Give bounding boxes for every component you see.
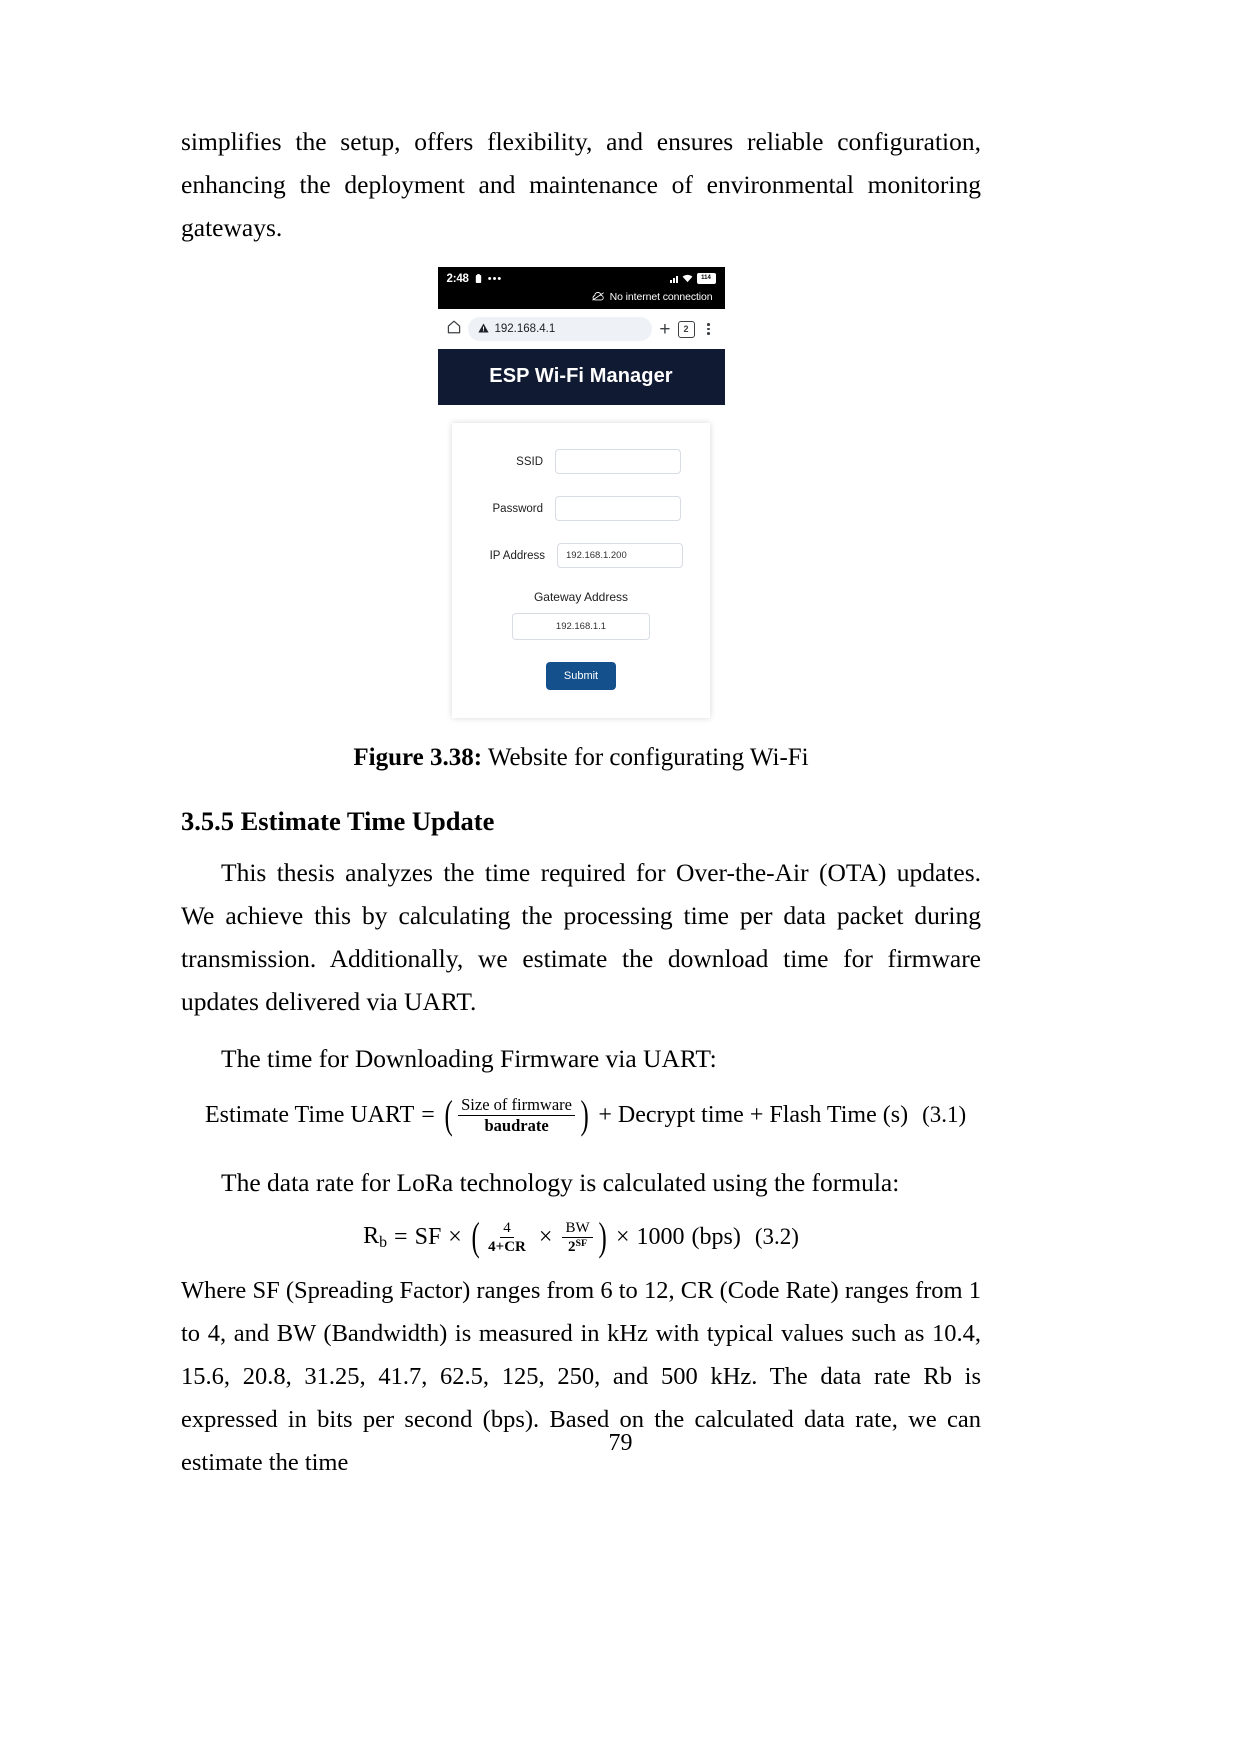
wifi-config-form bbox=[452, 423, 710, 718]
paragraph-lora-rate: The data rate for LoRa technology is calculated using the formula: bbox=[221, 1167, 900, 1197]
gateway-address-input[interactable]: 192.168.1.1 bbox=[512, 613, 650, 640]
eq2-right-paren: ) bbox=[598, 1214, 607, 1260]
password-input[interactable] bbox=[555, 496, 681, 521]
ssid-label: SSID bbox=[516, 455, 543, 468]
spacer bbox=[181, 1023, 981, 1037]
url-text: 192.168.4.1 bbox=[494, 323, 556, 335]
paragraph-intro: simplifies the setup, offers flexibility, and ensures reliable configuration, enhancing the deployment and maintenance of environmental monitoring gateways. bbox=[181, 127, 981, 242]
eq1-fraction-denominator: baudrate bbox=[484, 1115, 549, 1135]
url-bar[interactable] bbox=[468, 317, 653, 341]
eq1-fraction-numerator: Size of firmware bbox=[458, 1096, 575, 1116]
spacer bbox=[181, 1255, 981, 1269]
eq2-times-1: × bbox=[448, 1223, 462, 1250]
wifi-icon bbox=[682, 270, 693, 288]
eq2-frac2-denominator: $2^{SF}$ bbox=[568, 1237, 588, 1255]
figure-3-38 bbox=[181, 267, 981, 718]
warning-triangle-icon bbox=[478, 320, 489, 338]
eq2-times-3: × bbox=[615, 1223, 630, 1250]
eq2-fraction-coderate bbox=[485, 1220, 529, 1255]
gateway-input-wrap bbox=[452, 613, 710, 640]
cloud-off-icon bbox=[592, 292, 604, 301]
eq2-sf: SF bbox=[414, 1223, 442, 1250]
status-more-icon: ••• bbox=[487, 272, 503, 285]
eq2-number: (3.2) bbox=[754, 1224, 799, 1250]
figure-caption bbox=[181, 744, 981, 772]
alarm-icon bbox=[474, 274, 483, 284]
password-label: Password bbox=[492, 502, 543, 515]
eq2-frac1-numerator: 4 bbox=[500, 1220, 514, 1238]
eq1-right-paren: ) bbox=[580, 1092, 589, 1138]
eq1-tail: + Decrypt time + Flash Time (s) bbox=[598, 1101, 909, 1128]
equation-3-1 bbox=[181, 1092, 981, 1138]
spacer bbox=[181, 837, 981, 851]
status-bar-second-row bbox=[438, 288, 725, 307]
page-number: 79 bbox=[608, 1430, 633, 1456]
figure-caption-label: Figure 3.38: bbox=[353, 744, 483, 771]
phone-status-bar bbox=[438, 267, 725, 309]
eq1-equals: = bbox=[421, 1101, 435, 1128]
eq2-fraction-bandwidth bbox=[562, 1220, 592, 1255]
status-bar-top-row bbox=[438, 267, 725, 288]
eq1-number: (3.1) bbox=[922, 1102, 967, 1128]
eq2-frac2-denominator-exponent: SF bbox=[575, 1237, 588, 1249]
section-heading: 3.5.5 Estimate Time Update bbox=[181, 806, 495, 836]
eq2-unit: (bps) bbox=[691, 1223, 741, 1250]
battery-indicator: 114 bbox=[697, 273, 716, 284]
paragraph-ota: This thesis analyzes the time required for Over-the-Air (OTA) updates. We achieve this by calculating the processing time per data packet during transmission. Additionally, we estimate the download time for firmware updates delivered via UART. bbox=[181, 858, 981, 1016]
eq1-fraction bbox=[458, 1096, 575, 1135]
ip-address-input[interactable]: 192.168.1.200 bbox=[557, 543, 683, 568]
eq2-lhs: $R_b$ bbox=[363, 1222, 388, 1251]
esp-page-title: ESP Wi-Fi Manager bbox=[438, 349, 725, 405]
eq2-frac2-numerator: BW bbox=[562, 1220, 592, 1238]
eq2-equals: = bbox=[394, 1223, 408, 1250]
page-content bbox=[181, 120, 981, 1484]
status-bar-right bbox=[670, 270, 716, 288]
equation-3-2 bbox=[181, 1214, 981, 1260]
spacer bbox=[181, 1135, 981, 1161]
signal-bars-icon bbox=[670, 275, 678, 283]
submit-wrap bbox=[452, 662, 710, 690]
tab-count-button[interactable]: 2 bbox=[678, 321, 695, 338]
figure-caption-text: Website for configurating Wi-Fi bbox=[482, 744, 809, 771]
eq2-left-paren: ( bbox=[471, 1214, 480, 1260]
eq2-frac1-denominator: 4+CR bbox=[488, 1238, 526, 1255]
status-time: 2:48 bbox=[446, 272, 469, 285]
home-icon[interactable] bbox=[447, 320, 461, 339]
plus-icon[interactable]: + bbox=[659, 318, 671, 340]
eq1-lhs: Estimate Time UART bbox=[205, 1101, 415, 1128]
submit-button[interactable]: Submit bbox=[546, 662, 616, 690]
no-internet-label: No internet connection bbox=[609, 290, 713, 303]
overflow-menu-icon[interactable] bbox=[702, 323, 716, 335]
paragraph-parameters: Where SF (Spreading Factor) ranges from 6 to 12, CR (Code Rate) ranges from 1 to 4, and BW (Bandwidth) is measured in kHz with typical values such as 10.4, 15.6, 20.8, 31.25, 41.7, 62.5, 125, 250, and 500 kHz. The data rate Rb is expressed in bits per second (bps). Based on the calculated data rate, we can estimate the time bbox=[181, 1277, 981, 1476]
gateway-address-label: Gateway Address bbox=[533, 590, 629, 604]
ip-address-label: IP Address bbox=[489, 549, 545, 562]
password-field-row bbox=[452, 496, 710, 521]
esp-page-body bbox=[438, 405, 725, 718]
paragraph-uart-time: The time for Downloading Firmware via UART: bbox=[221, 1044, 717, 1073]
phone-screenshot bbox=[438, 267, 725, 718]
ip-address-field-row bbox=[452, 543, 710, 568]
eq2-factor: 1000 bbox=[636, 1223, 685, 1250]
eq2-lhs-subscript: b bbox=[379, 1233, 388, 1251]
browser-toolbar bbox=[438, 309, 725, 349]
ssid-field-row bbox=[452, 449, 710, 474]
eq1-left-paren: ( bbox=[444, 1092, 453, 1138]
ssid-input[interactable] bbox=[555, 449, 681, 474]
eq2-times-2: × bbox=[538, 1223, 553, 1250]
